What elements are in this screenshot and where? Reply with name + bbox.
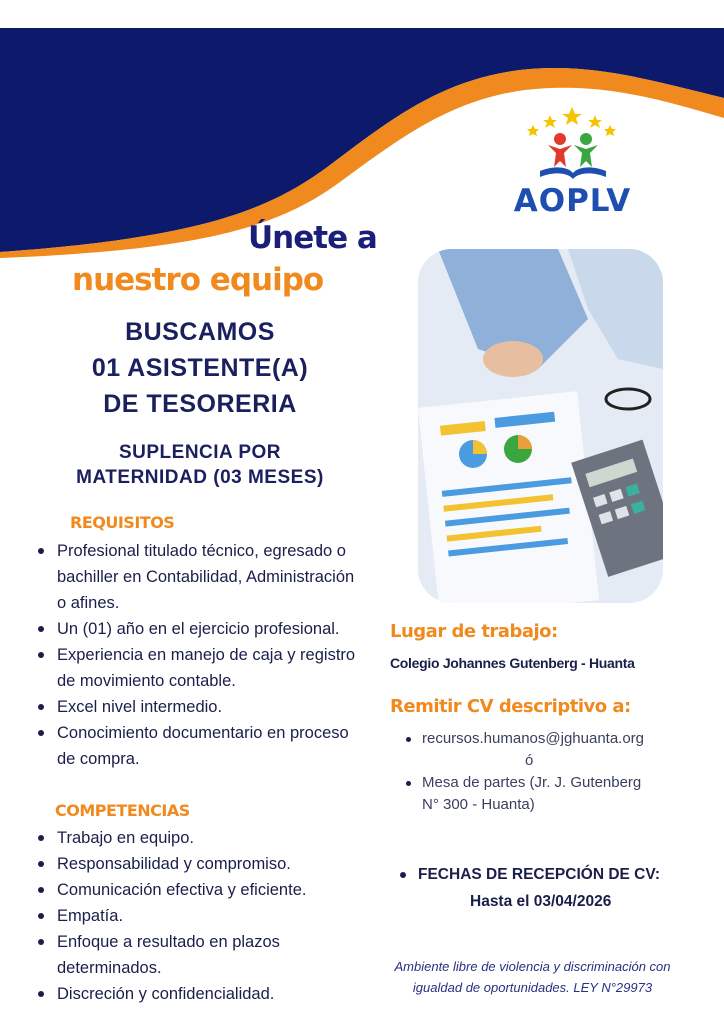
position-line1: BUSCAMOS [125,318,275,346]
position-line3: DE TESORERIA [103,390,297,418]
email-text: recursos.humanos@jghuanta.org [400,728,700,750]
position-subtitle [40,440,360,490]
mesa-line2: N° 300 - Huanta) [422,796,535,813]
lugar-title: Lugar de trabajo: [390,621,558,642]
or-text: ó [525,752,534,769]
mesa-line1: Mesa de partes (Jr. J. Gutenberg [400,772,700,794]
position-line2: 01 ASISTENTE(A) [91,354,309,382]
list-item: Empatía. [35,903,365,929]
list-item: Discreción y confidencialidad. [35,981,365,1007]
position-title [40,314,360,422]
logo-text: AOPLV [513,183,632,219]
list-item: Responsabilidad y compromiso. [35,851,365,877]
list-item: Comunicación efectiva y eficiente. [35,877,365,903]
list-item: Un (01) año en el ejercicio profesional. [35,616,365,642]
footer-line2: igualdad de oportunidades. LEY N°29973 [412,980,653,995]
fechas-label: FECHAS DE RECEPCIÓN DE CV: [398,864,698,886]
list-item: Trabajo en equipo. [35,825,365,851]
fechas-recepcion [398,864,698,914]
remitir-title: Remitir CV descriptivo a: [390,696,631,717]
list-item: Profesional titulado técnico, egresado o bachiller en Contabilidad, Administración o afines. [35,538,365,616]
aoplv-logo [500,105,645,225]
list-item: Conocimiento documentario en proceso de compra. [35,720,365,772]
competencias-title: COMPETENCIAS [55,801,190,820]
list-item: Enfoque a resultado en plazos determinados. [35,929,365,981]
competencias-list [35,825,365,1007]
subtitle-line1: SUPLENCIA POR [118,442,282,463]
photo-illustration [418,249,663,603]
list-item: Excel nivel intermedio. [35,694,365,720]
fechas-value: Hasta el 03/04/2026 [470,893,612,910]
office-charts-photo [418,249,663,603]
lugar-text: Colegio Johannes Gutenberg - Huanta [390,655,635,671]
subtitle-line2: MATERNIDAD (03 MESES) [76,467,324,488]
footer-note [370,956,695,998]
headline-line2: nuestro equipo [72,262,324,298]
footer-line1: Ambiente libre de violencia y discriminación con [394,959,671,974]
logo-icon [500,105,645,185]
contact-info [400,728,700,816]
requisitos-list [35,538,365,772]
list-item: Experiencia en manejo de caja y registro de movimiento contable. [35,642,365,694]
requisitos-title: REQUISITOS [70,513,175,532]
headline-line1: Únete a [248,220,377,256]
